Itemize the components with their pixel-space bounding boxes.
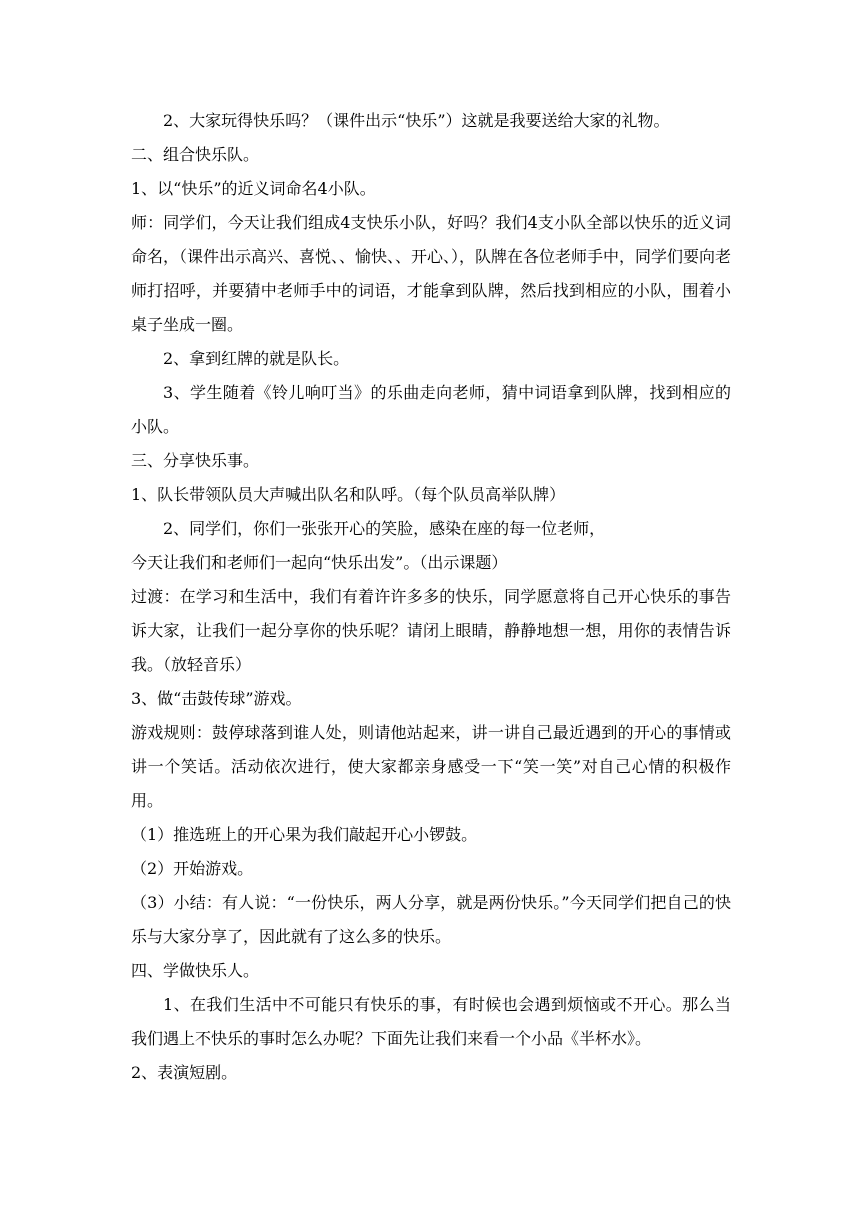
paragraph-teacher-speech: 师：同学们，今天让我们组成4支快乐小队，好吗？我们4支小队全部以快乐的近义词命名，（课件出示高兴、喜悦、、愉快、、开心、），队牌在各位老师手中，同学们要向老师打招呼，并要猜中老师手中的词语，才能拿到队牌，然后找到相应的小队，围着小桌子坐成一圈。: [131, 213, 732, 334]
section-heading-3: 三、分享快乐事。: [131, 451, 260, 470]
list-item-3: （3）小结：有人说：“一份快乐，两人分享，就是两份快乐。”今天同学们把自己的快乐与大家分享了，因此就有了这么多的快乐。: [131, 893, 731, 946]
section-heading-4: 四、学做快乐人。: [131, 961, 260, 980]
document-body: [131, 104, 731, 1090]
paragraph-transition: 过渡：在学习和生活中，我们有着许许多多的快乐，同学愿意将自己开心快乐的事告诉大家，让我们一起分享你的快乐呢？请闭上眼睛，静静地想一想，用你的表情告诉我。（放轻音乐）: [131, 587, 731, 674]
paragraph-game-title: 3、做“击鼓传球”游戏。: [131, 689, 302, 708]
paragraph-team-shout: 1、队长带领队员大声喊出队名和队呼。（每个队员高举队牌）: [131, 485, 566, 504]
paragraph-team-naming: 1、以“快乐”的近义词命名4小队。: [131, 179, 376, 198]
paragraph-smiles: 2、同学们，你们一张张开心的笑脸，感染在座的每一位老师，: [163, 519, 606, 538]
paragraph-red-card: 2、拿到红牌的就是队长。: [163, 349, 350, 368]
paragraph-unhappy: 1、在我们生活中不可能只有快乐的事，有时候也会遇到烦恼或不开心。那么当我们遇上不快乐的事时怎么办呢？下面先让我们来看一个小品《半杯水》。: [131, 995, 731, 1048]
paragraph-intro-2: 2、大家玩得快乐吗？（课件出示“快乐”）这就是我要送给大家的礼物。: [163, 111, 670, 130]
section-heading-2: 二、组合快乐队。: [131, 145, 260, 164]
paragraph-title-show: 今天让我们和老师们一起向“快乐出发”。（出示课题）: [131, 553, 508, 572]
paragraph-game-rules: 游戏规则：鼓停球落到谁人处，则请他站起来，讲一讲自己最近遇到的开心的事情或讲一个笑话。活动依次进行，使大家都亲身感受一下“笑一笑”对自己心情的积极作用。: [131, 723, 731, 810]
paragraph-music-walk: 3、学生随着《铃儿响叮当》的乐曲走向老师，猜中词语拿到队牌，找到相应的小队。: [131, 383, 731, 436]
list-item-2: （2）开始游戏。: [131, 859, 254, 878]
paragraph-short-play: 2、表演短剧。: [131, 1063, 238, 1082]
list-item-1: （1）推选班上的开心果为我们敲起开心小锣鼓。: [131, 825, 478, 844]
